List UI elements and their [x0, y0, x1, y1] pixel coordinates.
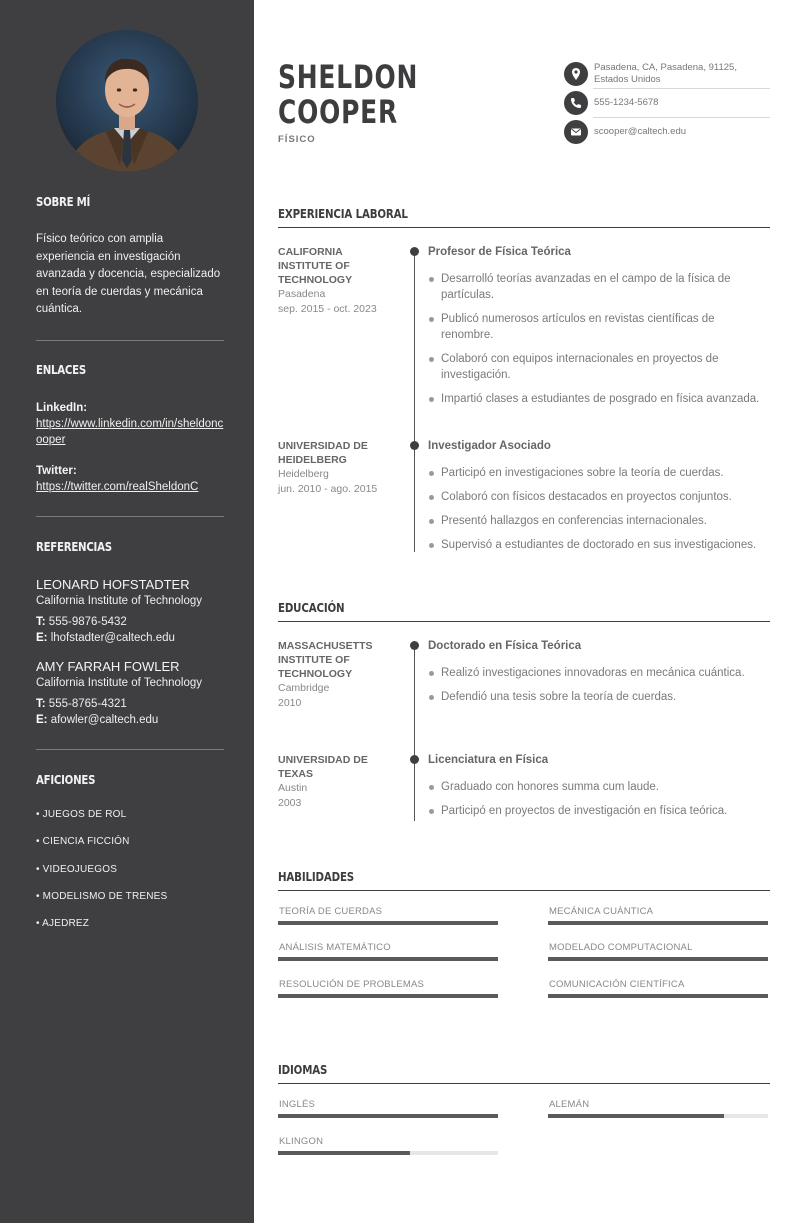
bullet-item: Graduado con honores summa cum laude.	[428, 779, 768, 795]
skill-name: ANÁLISIS MATEMÁTICO	[279, 942, 391, 953]
link-label: Twitter:	[36, 465, 77, 477]
hobby-item: • CIENCIA FICCIÓN	[36, 836, 130, 848]
dates: sep. 2015 - oct. 2023	[278, 302, 377, 315]
language-bar-fill	[548, 1114, 724, 1118]
skill-bar-track	[278, 994, 498, 998]
degree-title: Licenciatura en Física	[428, 754, 549, 766]
email-value: lhofstadter@caltech.edu	[50, 632, 175, 644]
bullet-item: Impartió clases a estudiantes de posgrado en física avanzada.	[428, 391, 768, 407]
skill-bar-fill	[548, 921, 768, 925]
education-entry-right	[428, 753, 768, 827]
language-bar-track	[548, 1114, 768, 1118]
languages-title: IDIOMAS	[278, 1062, 328, 1077]
bullet-item: Realizó investigaciones innovadoras en mecánica cuántica.	[428, 665, 768, 681]
timeline-dot	[410, 247, 419, 256]
language-item	[278, 1099, 498, 1118]
hobby-item: • JUEGOS DE ROL	[36, 809, 127, 820]
skill-item	[548, 942, 768, 961]
link-twitter	[36, 463, 224, 495]
section-rule	[278, 1083, 770, 1084]
location: Austin	[278, 782, 308, 794]
experience-entry-right	[428, 245, 768, 415]
bullet-item: Colaboró con equipos internacionales en proyectos de investigación.	[428, 351, 768, 383]
phone-icon	[564, 91, 588, 115]
skill-name: COMUNICACIÓN CIENTÍFICA	[549, 979, 685, 990]
reference-name: LEONARD HOFSTADTER	[36, 577, 190, 592]
dates: 2003	[278, 796, 302, 809]
bullet-item: Publicó numerosos artículos en revistas científicas de renombre.	[428, 311, 768, 343]
location: Pasadena	[278, 288, 326, 300]
skill-bar-track	[548, 957, 768, 961]
email-text[interactable]: scooper@caltech.edu	[594, 126, 687, 137]
hobby-item: • AJEDREZ	[36, 918, 90, 930]
first-name: SHELDON	[278, 58, 419, 96]
sidebar-divider	[36, 516, 224, 517]
skill-bar-fill	[278, 921, 498, 925]
education-entry-left	[278, 639, 396, 710]
last-name: COOPER	[278, 93, 398, 131]
language-name: ALEMÁN	[549, 1099, 590, 1110]
contact-phone	[564, 91, 770, 115]
role-title: Investigador Asociado	[428, 440, 551, 452]
reference-name: AMY FARRAH FOWLER	[36, 659, 180, 674]
reference-org: California Institute of Technology	[36, 677, 202, 689]
references-title: REFERENCIAS	[36, 540, 112, 554]
address-text: Pasadena, CA, Pasadena, 91125, Estados Unidos	[594, 62, 737, 85]
sidebar-divider	[36, 340, 224, 341]
bullet-item: Colaboró con físicos destacados en proyectos conjuntos.	[428, 489, 768, 505]
bullet-item: Presentó hallazgos en conferencias internacionales.	[428, 513, 768, 529]
reference-item	[36, 576, 224, 646]
dates: 2010	[278, 696, 302, 709]
skill-bar-track	[278, 957, 498, 961]
profile-photo	[56, 30, 198, 172]
language-name: INGLÉS	[279, 1099, 316, 1110]
skill-name: MECÁNICA CUÁNTICA	[549, 906, 654, 917]
links-section	[36, 363, 224, 377]
experience-entry-left	[278, 439, 396, 496]
skill-name: RESOLUCIÓN DE PROBLEMAS	[279, 979, 425, 990]
phone-label: T:	[36, 616, 46, 628]
education-timeline	[414, 646, 415, 821]
phone-text: 555-1234-5678	[594, 97, 659, 108]
skill-item	[548, 906, 768, 925]
organization: UNIVERSIDAD DE HEIDELBERG	[278, 440, 368, 466]
contact-divider	[593, 117, 770, 118]
skill-item	[278, 979, 498, 998]
skill-name: MODELADO COMPUTACIONAL	[549, 942, 693, 953]
language-bar-track	[278, 1114, 498, 1118]
contact-address	[564, 62, 770, 86]
bullet-list	[428, 665, 768, 705]
twitter-link[interactable]: https://twitter.com/realSheldonC	[36, 481, 199, 493]
hobbies-list	[36, 809, 224, 945]
reference-phone	[36, 614, 224, 630]
phone-value: 555-8765-4321	[48, 698, 127, 710]
degree-title: Doctorado en Física Teórica	[428, 640, 582, 652]
skill-item	[278, 906, 498, 925]
reference-org: California Institute of Technology	[36, 595, 202, 607]
skills-title: HABILIDADES	[278, 869, 355, 884]
experience-entry-right	[428, 439, 768, 561]
skill-name: TEORÍA DE CUERDAS	[279, 906, 383, 917]
language-bar-track	[278, 1151, 498, 1155]
dates: jun. 2010 - ago. 2015	[278, 482, 378, 495]
skill-item	[548, 979, 768, 998]
section-rule	[278, 890, 770, 891]
section-rule	[278, 621, 770, 622]
experience-title: EXPERIENCIA LABORAL	[278, 206, 408, 221]
location: Cambridge	[278, 682, 330, 694]
bullet-list	[428, 779, 768, 819]
email-value: afowler@caltech.edu	[50, 714, 159, 726]
bullet-item: Supervisó a estudiantes de doctorado en sus investigaciones.	[428, 537, 768, 553]
skill-bar-fill	[548, 957, 768, 961]
portrait-image	[56, 30, 198, 172]
about-title: SOBRE MÍ	[36, 195, 91, 209]
hobbies-title: AFICIONES	[36, 773, 96, 787]
reference-email	[36, 630, 224, 646]
links-title: ENLACES	[36, 363, 86, 377]
timeline-dot	[410, 755, 419, 764]
language-name: KLINGON	[279, 1136, 324, 1147]
bullet-item: Desarrolló teorías avanzadas en el campo de la física de partículas.	[428, 271, 768, 303]
skill-bar-track	[548, 994, 768, 998]
link-linkedin	[36, 400, 224, 448]
about-section	[36, 195, 224, 209]
hobbies-section	[36, 773, 224, 787]
skill-bar-fill	[278, 994, 498, 998]
experience-timeline	[414, 252, 415, 552]
bullet-list	[428, 271, 768, 407]
references-section	[36, 540, 224, 554]
skill-bar-fill	[278, 957, 498, 961]
linkedin-link[interactable]: https://www.linkedin.com/in/sheldoncooper	[36, 418, 224, 446]
skill-bar-track	[548, 921, 768, 925]
bullet-item: Defendió una tesis sobre la teoría de cuerdas.	[428, 689, 768, 705]
language-bar-fill	[278, 1114, 498, 1118]
education-entry-left	[278, 753, 396, 810]
contact-divider	[593, 88, 770, 89]
job-title: FÍSICO	[278, 134, 316, 145]
phone-label: T:	[36, 698, 46, 710]
experience-entry-left	[278, 245, 396, 316]
timeline-dot	[410, 641, 419, 650]
skill-bar-fill	[548, 994, 768, 998]
bullet-item: Participó en proyectos de investigación en física teórica.	[428, 803, 768, 819]
skill-item	[278, 942, 498, 961]
email-label: E:	[36, 632, 48, 644]
role-title: Profesor de Física Teórica	[428, 246, 571, 258]
sidebar	[0, 0, 254, 1223]
phone-value: 555-9876-5432	[48, 616, 127, 628]
mail-icon	[564, 120, 588, 144]
organization: UNIVERSIDAD DE TEXAS	[278, 754, 368, 780]
language-bar-fill	[278, 1151, 410, 1155]
bullet-list	[428, 465, 768, 553]
location-pin-icon	[564, 62, 588, 86]
reference-phone	[36, 696, 224, 712]
reference-email	[36, 712, 224, 728]
section-rule	[278, 227, 770, 228]
organization: MASSACHUSETTS INSTITUTE OF TECHNOLOGY	[278, 640, 373, 680]
organization: CALIFORNIA INSTITUTE OF TECHNOLOGY	[278, 246, 353, 286]
link-label: LinkedIn:	[36, 402, 88, 414]
bullet-item: Participó en investigaciones sobre la teoría de cuerdas.	[428, 465, 768, 481]
timeline-dot	[410, 441, 419, 450]
reference-item	[36, 658, 224, 728]
hobby-item: • VIDEOJUEGOS	[36, 863, 118, 875]
language-item	[278, 1136, 498, 1155]
language-item	[548, 1099, 768, 1118]
education-title: EDUCACIÓN	[278, 600, 345, 615]
education-entry-right	[428, 639, 768, 713]
sidebar-divider	[36, 749, 224, 750]
hobby-item: • MODELISMO DE TRENES	[36, 890, 168, 902]
full-name	[278, 60, 450, 130]
location: Heidelberg	[278, 468, 329, 480]
email-label: E:	[36, 714, 48, 726]
skill-bar-track	[278, 921, 498, 925]
contact-email	[564, 120, 770, 144]
about-text: Físico teórico con amplia experiencia en investigación avanzada y docencia, especializado en teoría de cuerdas y mecánica cuántica.	[36, 233, 221, 315]
